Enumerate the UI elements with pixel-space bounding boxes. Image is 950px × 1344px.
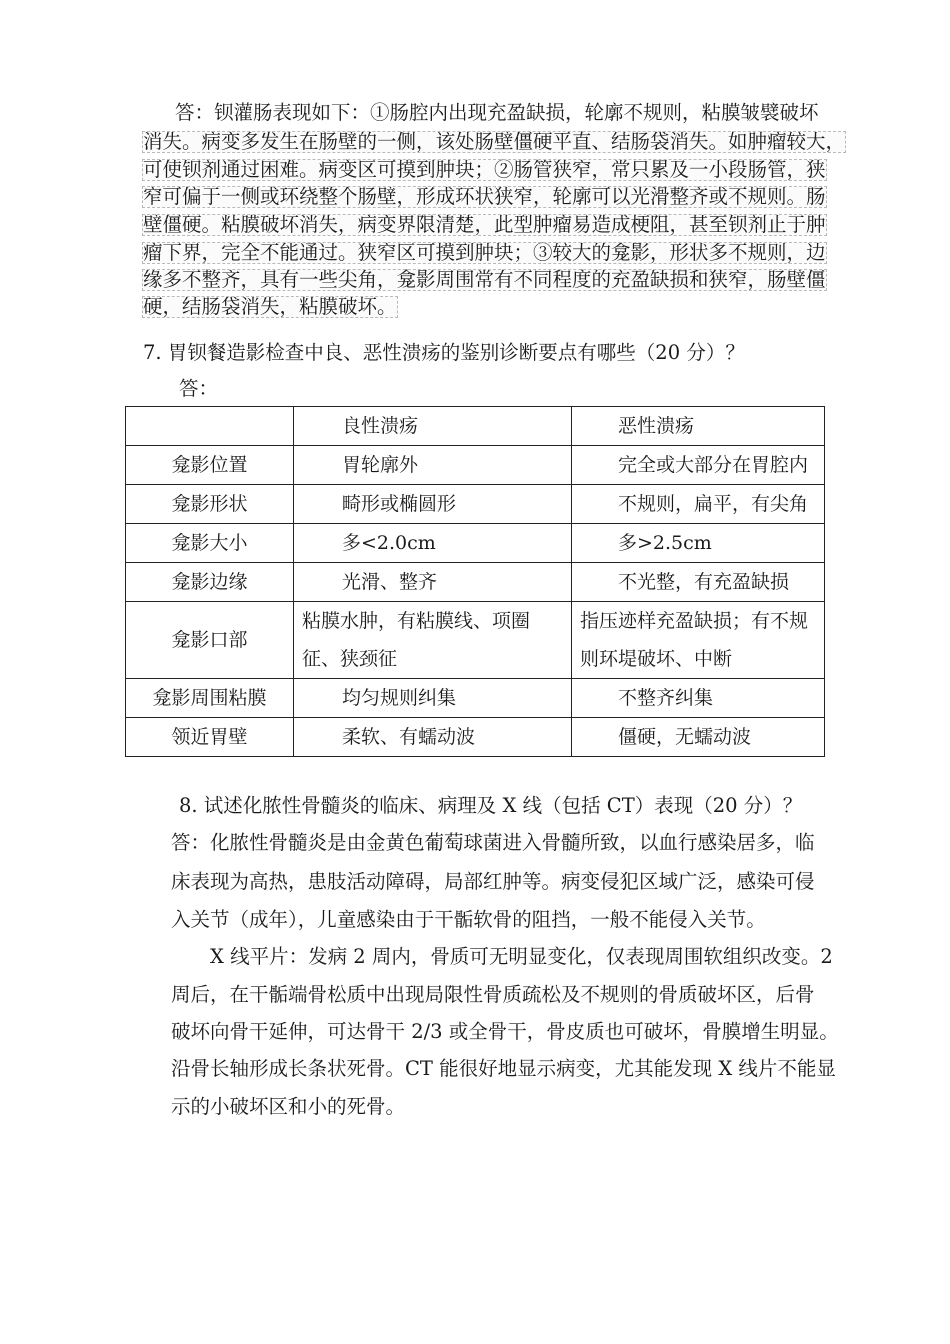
table-row bbox=[126, 485, 825, 524]
malignant-cell: 僵硬，无蠕动波 bbox=[572, 718, 825, 757]
row-label: 龛影周围粘膜 bbox=[126, 679, 294, 718]
table-header-malignant: 恶性溃疡 bbox=[572, 407, 825, 446]
q7-question: 7. 胃钡餐造影检查中良、恶性溃疡的鉴别诊断要点有哪些（20 分）？ bbox=[143, 341, 745, 364]
malignant-cell: 完全或大部分在胃腔内 bbox=[572, 446, 825, 485]
row-label: 龛影大小 bbox=[126, 524, 294, 563]
row-label: 龛影边缘 bbox=[126, 563, 294, 602]
q8-answer-line: 沿骨长轴形成长条状死骨。CT 能很好地显示病变，尤其能发现 X 线片不能显 bbox=[171, 1057, 836, 1080]
benign-cell: 光滑、整齐 bbox=[294, 563, 572, 602]
ulcer-comparison-table bbox=[125, 406, 825, 757]
table-header-benign: 良性溃疡 bbox=[294, 407, 572, 446]
table-row bbox=[126, 524, 825, 563]
q8-question: 8. 试述化脓性骨髓炎的临床、病理及 X 线（包括 CT）表现（20 分）？ bbox=[179, 794, 803, 817]
q8-answer-line: 床表现为高热，患肢活动障碍，局部红肿等。病变侵犯区域广泛，感染可侵 bbox=[171, 870, 815, 893]
row-label: 龛影口部 bbox=[126, 602, 294, 679]
row-label: 龛影形状 bbox=[126, 485, 294, 524]
q8-answer-line: 周后，在干骺端骨松质中出现局限性骨质疏松及不规则的骨质破坏区，后骨 bbox=[171, 983, 815, 1006]
malignant-cell: 不光整，有充盈缺损 bbox=[572, 563, 825, 602]
table-header-row bbox=[126, 407, 825, 446]
q8-answer-line: 示的小破坏区和小的死骨。 bbox=[171, 1095, 406, 1118]
table-row bbox=[126, 446, 825, 485]
q6-answer-line: 消失。病变多发生在肠壁的一侧，该处肠壁僵硬平直、结肠袋消失。如肿瘤较大， bbox=[143, 130, 846, 153]
malignant-cell: 不整齐纠集 bbox=[572, 679, 825, 718]
q6-answer-line: 瘤下界，完全不能通过。狭窄区可摸到肿块；③较大的龛影，形状多不规则，边 bbox=[143, 241, 826, 264]
q6-answer-line: 壁僵硬。粘膜破坏消失，病变界限清楚，此型肿瘤易造成梗阻，甚至钡剂止于肿 bbox=[143, 213, 826, 236]
table-header-blank bbox=[126, 407, 294, 446]
q6-answer-prefix: 答：钡灌肠表现如下：①肠腔内出现充盈缺损，轮廓不规则，粘膜皱襞破坏 bbox=[175, 101, 819, 124]
table-row bbox=[126, 563, 825, 602]
benign-cell: 畸形或椭圆形 bbox=[294, 485, 572, 524]
q6-answer-line: 缘多不整齐，具有一些尖角，龛影周围常有不同程度的充盈缺损和狭窄，肠壁僵 bbox=[143, 268, 826, 291]
table-row bbox=[126, 602, 825, 679]
row-label: 龛影位置 bbox=[126, 446, 294, 485]
q8-answer-line: 破坏向骨干延伸，可达骨干 2/3 或全骨干，骨皮质也可破坏，骨膜增生明显。 bbox=[171, 1020, 839, 1043]
q6-answer-line: 可使钡剂通过困难。病变区可摸到肿块；②肠管狭窄，常只累及一小段肠管，狭 bbox=[143, 158, 826, 181]
benign-cell: 粘膜水肿，有粘膜线、项圈征、狭颈征 bbox=[294, 602, 572, 679]
malignant-cell: 不规则，扁平，有尖角 bbox=[572, 485, 825, 524]
benign-cell: 柔软、有蠕动波 bbox=[294, 718, 572, 757]
table-row bbox=[126, 679, 825, 718]
benign-cell: 均匀规则纠集 bbox=[294, 679, 572, 718]
q8-answer-line: X 线平片：发病 2 周内，骨质可无明显变化，仅表现周围软组织改变。2 bbox=[210, 945, 833, 968]
q6-answer-line: 硬，结肠袋消失，粘膜破坏。 bbox=[143, 295, 397, 318]
malignant-cell: 多>2.5cm bbox=[572, 524, 825, 563]
malignant-cell: 指压迹样充盈缺损；有不规则环堤破坏、中断 bbox=[572, 602, 825, 679]
row-label: 领近胃壁 bbox=[126, 718, 294, 757]
q6-answer-line: 窄可偏于一侧或环绕整个肠壁，形成环状狭窄，轮廓可以光滑整齐或不规则。肠 bbox=[143, 185, 826, 208]
table-row bbox=[126, 718, 825, 757]
q7-answer-label: 答： bbox=[179, 377, 219, 400]
benign-cell: 胃轮廓外 bbox=[294, 446, 572, 485]
q8-answer-line: 答：化脓性骨髓炎是由金黄色葡萄球菌进入骨髓所致，以血行感染居多，临 bbox=[171, 831, 815, 854]
benign-cell: 多<2.0cm bbox=[294, 524, 572, 563]
q8-answer-line: 入关节（成年），儿童感染由于干骺软骨的阻挡，一般不能侵入关节。 bbox=[171, 908, 766, 931]
